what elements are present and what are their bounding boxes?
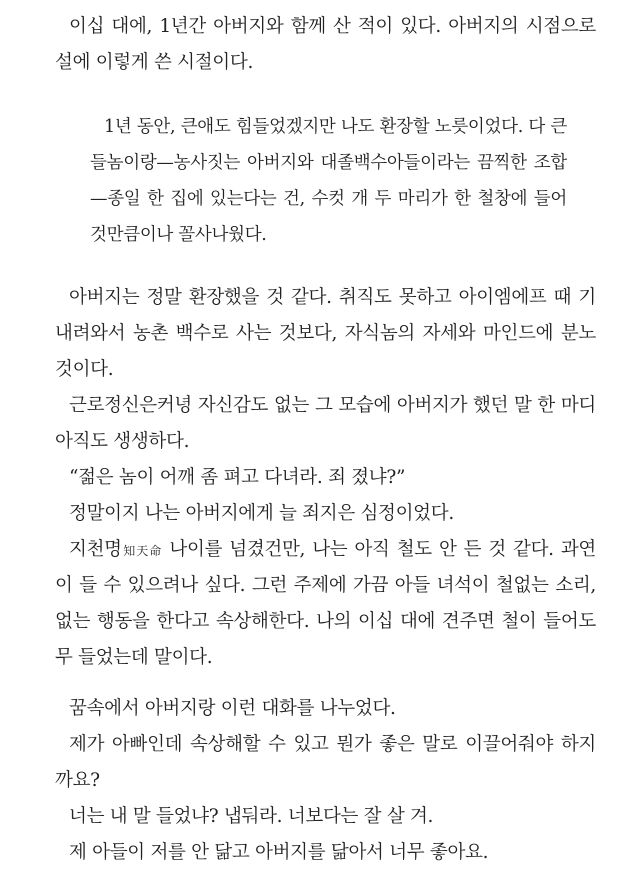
paragraph <box>0 799 641 835</box>
paragraph <box>0 835 641 871</box>
text-line: 무 들었는데 말이다. <box>55 647 213 668</box>
body-text-block <box>0 9 641 81</box>
body-text-block <box>0 691 641 871</box>
text-line: 제가 아빠인데 속상해할 수 있고 뭔가 좋은 말로 이끌어줘야 하지 <box>69 734 596 755</box>
text-line: 것만큼이나 꼴사나웠다. <box>90 225 267 245</box>
text-segment: 나이를 넘겼건만, 나는 아직 철도 안 든 것 같다. 과연 <box>169 539 596 560</box>
text-line: —종일 한 집에 있는다는 건, 수컷 개 두 마리가 한 철창에 들어 <box>90 189 567 209</box>
text-line: 까요? <box>55 770 100 791</box>
text-line: “젊은 놈이 어깨 좀 펴고 다녀라. 죄 졌냐?” <box>69 467 406 488</box>
text-line: 1년 동안, 큰애도 힘들었겠지만 나도 환장할 노릇이었다. 다 큰 <box>104 117 567 137</box>
text-line: 너는 내 말 들었냐? 냅둬라. 너보다는 잘 살 겨. <box>69 806 434 827</box>
text-line: 내려와서 농촌 백수로 사는 것보다, 자식놈의 자세와 마인드에 분노 <box>55 323 596 344</box>
text-line: 것이다. <box>55 359 114 380</box>
text-line: 제 아들이 저를 안 닮고 아버지를 닮아서 너무 좋아요. <box>69 842 489 863</box>
text-line: 아직도 생생하다. <box>55 431 190 452</box>
paragraph-gap <box>0 676 641 691</box>
text-line: 정말이지 나는 아버지에게 늘 죄지은 심정이었다. <box>69 503 454 524</box>
text-line: 꿈속에서 아버지랑 이런 대화를 나누었다. <box>69 698 396 719</box>
text-line: 설에 이렇게 쓴 시절이다. <box>55 52 254 73</box>
text-line: 들놈이랑—농사짓는 아버지와 대졸백수아들이라는 끔찍한 조합 <box>90 153 567 173</box>
paragraph <box>0 727 641 799</box>
paragraph <box>0 691 641 727</box>
body-text-block <box>0 280 641 676</box>
paragraph <box>0 280 641 388</box>
hanja-annotation: 知天命 <box>121 544 163 558</box>
block-quote <box>0 109 641 253</box>
document-page <box>0 9 641 871</box>
text-line: 없는 행동을 한다고 속상해한다. 나의 이십 대에 견주면 철이 들어도 <box>55 611 596 632</box>
text-segment: 지천명 <box>69 539 122 560</box>
text-line: 아버지는 정말 환장했을 것 같다. 취직도 못하고 아이엠에프 때 기 <box>69 287 596 308</box>
paragraph <box>0 9 641 81</box>
text-line: 이 들 수 있으려나 싶다. 그런 주제에 가끔 아들 녀석이 철없는 소리, <box>55 575 596 596</box>
text-line: 이십 대에, 1년간 아버지와 함께 산 적이 있다. 아버지의 시점으로 <box>69 16 596 37</box>
text-line: 근로정신은커녕 자신감도 없는 그 모습에 아버지가 했던 말 한 마디 <box>69 395 596 416</box>
paragraph <box>0 532 641 676</box>
text-line <box>55 532 596 568</box>
paragraph <box>0 460 641 496</box>
paragraph-gap <box>0 253 641 280</box>
paragraph-gap <box>0 81 641 109</box>
paragraph <box>0 388 641 460</box>
paragraph <box>0 109 641 253</box>
paragraph <box>0 496 641 532</box>
